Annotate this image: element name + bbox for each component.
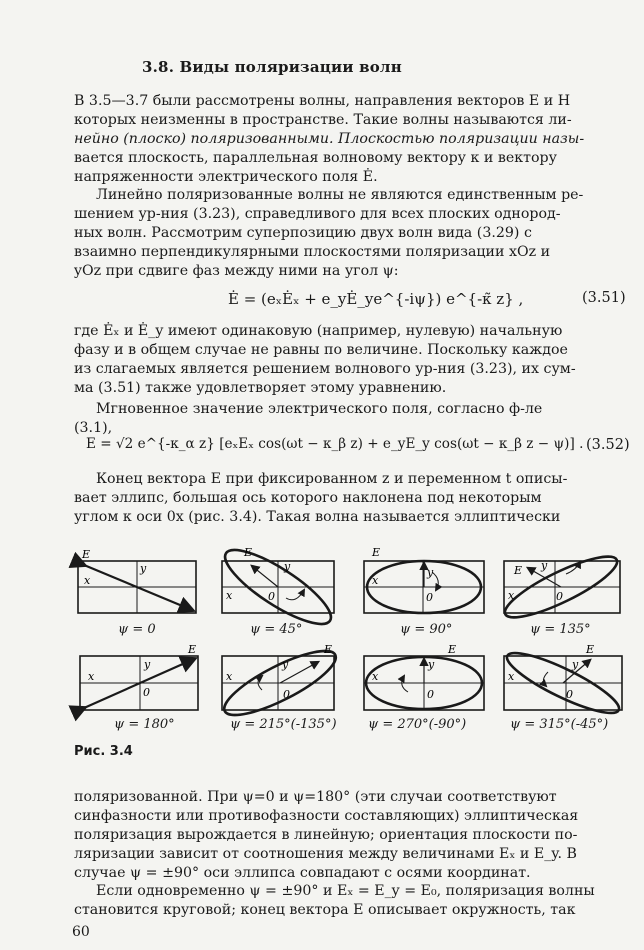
section-heading: 3.8. Виды поляризации волн: [142, 58, 402, 76]
axis-label-o: 0: [566, 688, 573, 701]
axis-label-x: x: [226, 589, 233, 602]
axis-label-e: E: [448, 643, 457, 656]
axis-label-e: E: [324, 643, 333, 656]
panel-caption: ψ = 315°(-45°): [510, 717, 609, 732]
axis-label-x: x: [508, 670, 515, 683]
axis-label-o: 0: [143, 686, 150, 699]
text-line: где Ėₓ и Ė_y имеют одинаковую (например, нулевую) начальную: [74, 323, 563, 339]
panel-psi-90: [364, 546, 484, 613]
panel-psi-180: [80, 643, 198, 710]
equation-3-52: E = √2 e^{-κ_α z} [eₓEₓ cos(ωt − κ_β z) + e_yE_y cos(ωt − κ_β z − ψ)] .: [86, 436, 584, 452]
text-line: ляризации зависит от соотношения между величинами Eₓ и E_y. В: [74, 846, 577, 862]
equation-3-51: Ė = (eₓĖₓ + e_yĖ_ye^{-iψ}) e^{-κ̃ z} ,: [228, 290, 524, 308]
axis-label-x: x: [372, 670, 379, 683]
text-line: фазу и в общем случае не равны по величине. Поскольку каждое: [74, 342, 568, 358]
axis-label-e: E: [82, 548, 91, 561]
text-line: Линейно поляризованные волны не являются единственным ре-: [96, 187, 584, 203]
axis-label-o: 0: [268, 590, 275, 603]
equation-number: (3.52): [586, 437, 630, 453]
text-line: вается плоскость, параллельная волновому вектору к и вектору: [74, 150, 557, 166]
axis-label-e: E: [244, 546, 253, 559]
axis-label-y: y: [284, 560, 291, 573]
axis-label-y: y: [572, 658, 579, 671]
axis-label-y: y: [427, 566, 434, 579]
axis-label-e: E: [586, 643, 595, 656]
axis-label-o: 0: [426, 591, 433, 604]
text-line: поляризованной. При ψ=0 и ψ=180° (эти случаи соответствуют: [74, 789, 557, 805]
text-line: yOz при сдвиге фаз между ними на угол ψ:: [74, 263, 399, 279]
panel-psi-215: [217, 640, 343, 727]
text-line: (3.1),: [74, 420, 113, 436]
axis-label-o: 0: [556, 590, 563, 603]
text-line: вает эллипс, большая ось которого наклонена под некоторым: [74, 490, 542, 506]
panel-caption: ψ = 215°(-135°): [230, 717, 337, 732]
text-line: синфазности или противофазности составляющих) эллиптическая: [74, 808, 579, 824]
paragraph-6: [74, 788, 628, 883]
axis-label-y: y: [282, 658, 289, 671]
panel-caption: ψ = 270°(-90°): [368, 717, 467, 732]
text-line: углом к оси 0x (рис. 3.4). Такая волна называется эллиптически: [74, 509, 561, 525]
panel-caption: ψ = 45°: [250, 622, 303, 637]
text-line: Мгновенное значение электрического поля, согласно ф-ле: [96, 401, 543, 417]
axis-label-x: x: [372, 574, 379, 587]
page-number: 60: [72, 924, 90, 940]
equation-number: (3.51): [582, 290, 626, 306]
axis-label-x: x: [508, 589, 515, 602]
text-line: поляризация вырождается в линейную; ориентация плоскости по-: [74, 827, 578, 843]
text-line: ма (3.51) также удовлетворяет этому уравнению.: [74, 380, 447, 396]
axis-label-e: E: [514, 564, 523, 577]
panel-psi-0: [78, 548, 196, 613]
text-line: из слагаемых является решением волнового ур-ния (3.23), их сум-: [74, 361, 576, 377]
axis-label-x: x: [226, 670, 233, 683]
text-line: напряженности электрического поля Ė.: [74, 169, 378, 185]
panel-psi-135: [499, 546, 624, 627]
text-line: шением ур-ния (3.23), справедливого для всех плоских однород-: [74, 206, 561, 222]
paragraph-7: [74, 882, 628, 920]
panel-caption: ψ = 135°: [530, 622, 591, 637]
axis-label-x: x: [84, 574, 91, 587]
panel-caption: ψ = 180°: [114, 717, 175, 732]
text-line: В 3.5—3.7 были рассмотрены волны, направления векторов Е и Н: [74, 93, 571, 109]
panel-caption: ψ = 90°: [400, 622, 453, 637]
text-line: нейно (плоско) поляризованными. Плоскостью поляризации назы-: [74, 131, 585, 147]
axis-label-y: y: [144, 658, 151, 671]
axis-label-y: y: [140, 562, 147, 575]
axis-label-o: 0: [283, 688, 290, 701]
axis-label-x: x: [88, 670, 95, 683]
axis-label-y: y: [541, 559, 548, 572]
panel-caption: ψ = 0: [118, 622, 156, 637]
figure-label: Рис. 3.4: [74, 744, 133, 759]
text-line: Если одновременно ψ = ±90° и Eₓ = E_y = E₀, поляризация волны: [96, 883, 595, 899]
axis-label-e: E: [188, 643, 197, 656]
panel-psi-315: [501, 643, 625, 723]
text-line: случае ψ = ±90° оси эллипса совпадают с осями координат.: [74, 865, 531, 881]
panel-psi-270: [364, 643, 484, 710]
text-line: Конец вектора Е при фиксированном z и переменном t описы-: [96, 471, 568, 487]
axis-label-o: 0: [427, 688, 434, 701]
text-line: ных волн. Рассмотрим суперпозицию двух волн вида (3.29) с: [74, 225, 532, 241]
text-line: которых неизменны в пространстве. Такие волны называются ли-: [74, 112, 572, 128]
text-line: становится круговой; конец вектора Е описывает окружность, так: [74, 902, 576, 918]
axis-label-y: y: [428, 658, 435, 671]
axis-label-e: E: [372, 546, 381, 559]
text-line: взаимно перпендикулярными плоскостями поляризации xOz и: [74, 244, 551, 260]
